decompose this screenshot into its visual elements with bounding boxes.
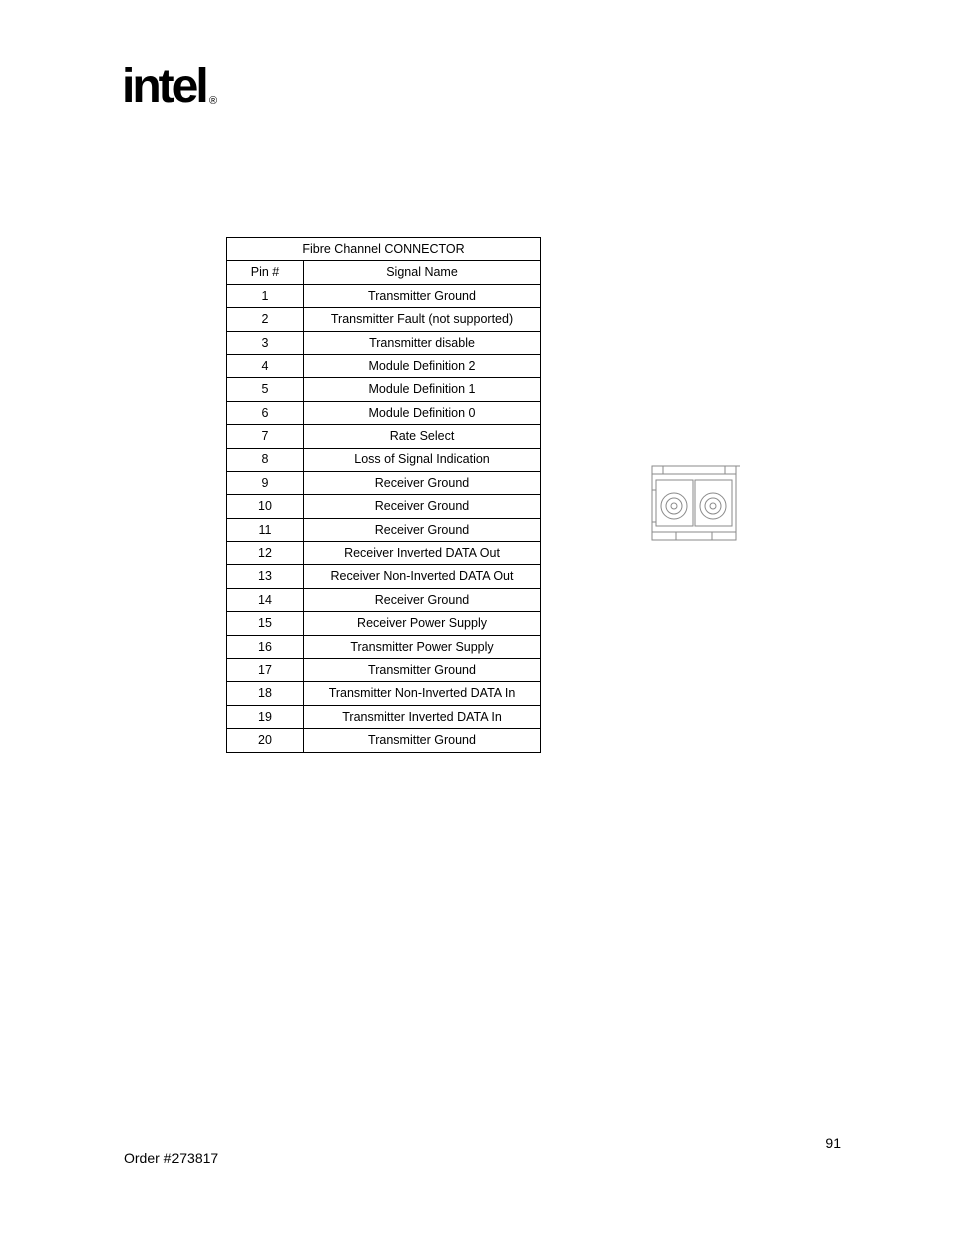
pin-number-cell: 12 — [227, 542, 304, 565]
connector-illustration — [648, 462, 742, 544]
pin-number-cell: 5 — [227, 378, 304, 401]
table-row — [227, 612, 541, 635]
table-row — [227, 354, 541, 377]
signal-name-cell: Receiver Power Supply — [304, 612, 541, 635]
table-row — [227, 635, 541, 658]
pin-number-cell: 9 — [227, 471, 304, 494]
table-row — [227, 705, 541, 728]
signal-name-cell: Receiver Ground — [304, 518, 541, 541]
signal-name-cell: Module Definition 2 — [304, 354, 541, 377]
pin-number-cell: 3 — [227, 331, 304, 354]
column-header-signal: Signal Name — [304, 261, 541, 284]
signal-name-cell: Transmitter Power Supply — [304, 635, 541, 658]
order-number: Order #273817 — [124, 1150, 219, 1166]
signal-name-cell: Transmitter Ground — [304, 284, 541, 307]
pin-number-cell: 13 — [227, 565, 304, 588]
table-row — [227, 284, 541, 307]
intel-logo — [122, 56, 226, 120]
signal-name-cell: Module Definition 0 — [304, 401, 541, 424]
pin-number-cell: 19 — [227, 705, 304, 728]
table-row — [227, 518, 541, 541]
pin-number-cell: 10 — [227, 495, 304, 518]
pin-number-cell: 14 — [227, 588, 304, 611]
table-row — [227, 308, 541, 331]
pin-number-cell: 6 — [227, 401, 304, 424]
pin-number-cell: 4 — [227, 354, 304, 377]
table-row — [227, 471, 541, 494]
page-number: 91 — [825, 1135, 841, 1151]
signal-name-cell: Receiver Ground — [304, 471, 541, 494]
signal-name-cell: Transmitter Inverted DATA In — [304, 705, 541, 728]
table-row — [227, 331, 541, 354]
pin-number-cell: 8 — [227, 448, 304, 471]
pin-number-cell: 16 — [227, 635, 304, 658]
signal-name-cell: Transmitter Ground — [304, 659, 541, 682]
signal-name-cell: Receiver Ground — [304, 588, 541, 611]
table-row — [227, 682, 541, 705]
signal-name-cell: Transmitter Ground — [304, 729, 541, 752]
signal-name-cell: Transmitter Non-Inverted DATA In — [304, 682, 541, 705]
table-row — [227, 565, 541, 588]
table-row — [227, 588, 541, 611]
signal-name-cell: Transmitter disable — [304, 331, 541, 354]
table-title: Fibre Channel CONNECTOR — [227, 238, 541, 261]
signal-name-cell: Loss of Signal Indication — [304, 448, 541, 471]
signal-name-cell: Transmitter Fault (not supported) — [304, 308, 541, 331]
table-row — [227, 425, 541, 448]
signal-name-cell: Rate Select — [304, 425, 541, 448]
table-row — [227, 729, 541, 752]
pin-number-cell: 7 — [227, 425, 304, 448]
column-header-pin: Pin # — [227, 261, 304, 284]
table-row — [227, 378, 541, 401]
logo-registered-mark: ® — [209, 95, 218, 107]
table-header-row — [227, 261, 541, 284]
table-row — [227, 401, 541, 424]
table-row — [227, 542, 541, 565]
fibre-channel-connector-table — [226, 237, 541, 753]
pin-number-cell: 2 — [227, 308, 304, 331]
pin-number-cell: 17 — [227, 659, 304, 682]
table-title-row — [227, 238, 541, 261]
signal-name-cell: Module Definition 1 — [304, 378, 541, 401]
signal-name-cell: Receiver Non-Inverted DATA Out — [304, 565, 541, 588]
signal-name-cell: Receiver Inverted DATA Out — [304, 542, 541, 565]
pin-number-cell: 1 — [227, 284, 304, 307]
table-row — [227, 495, 541, 518]
logo-wordmark: intel — [122, 60, 206, 113]
signal-name-cell: Receiver Ground — [304, 495, 541, 518]
table-row — [227, 448, 541, 471]
pin-number-cell: 15 — [227, 612, 304, 635]
pin-number-cell: 18 — [227, 682, 304, 705]
pin-number-cell: 11 — [227, 518, 304, 541]
table-row — [227, 659, 541, 682]
pin-number-cell: 20 — [227, 729, 304, 752]
